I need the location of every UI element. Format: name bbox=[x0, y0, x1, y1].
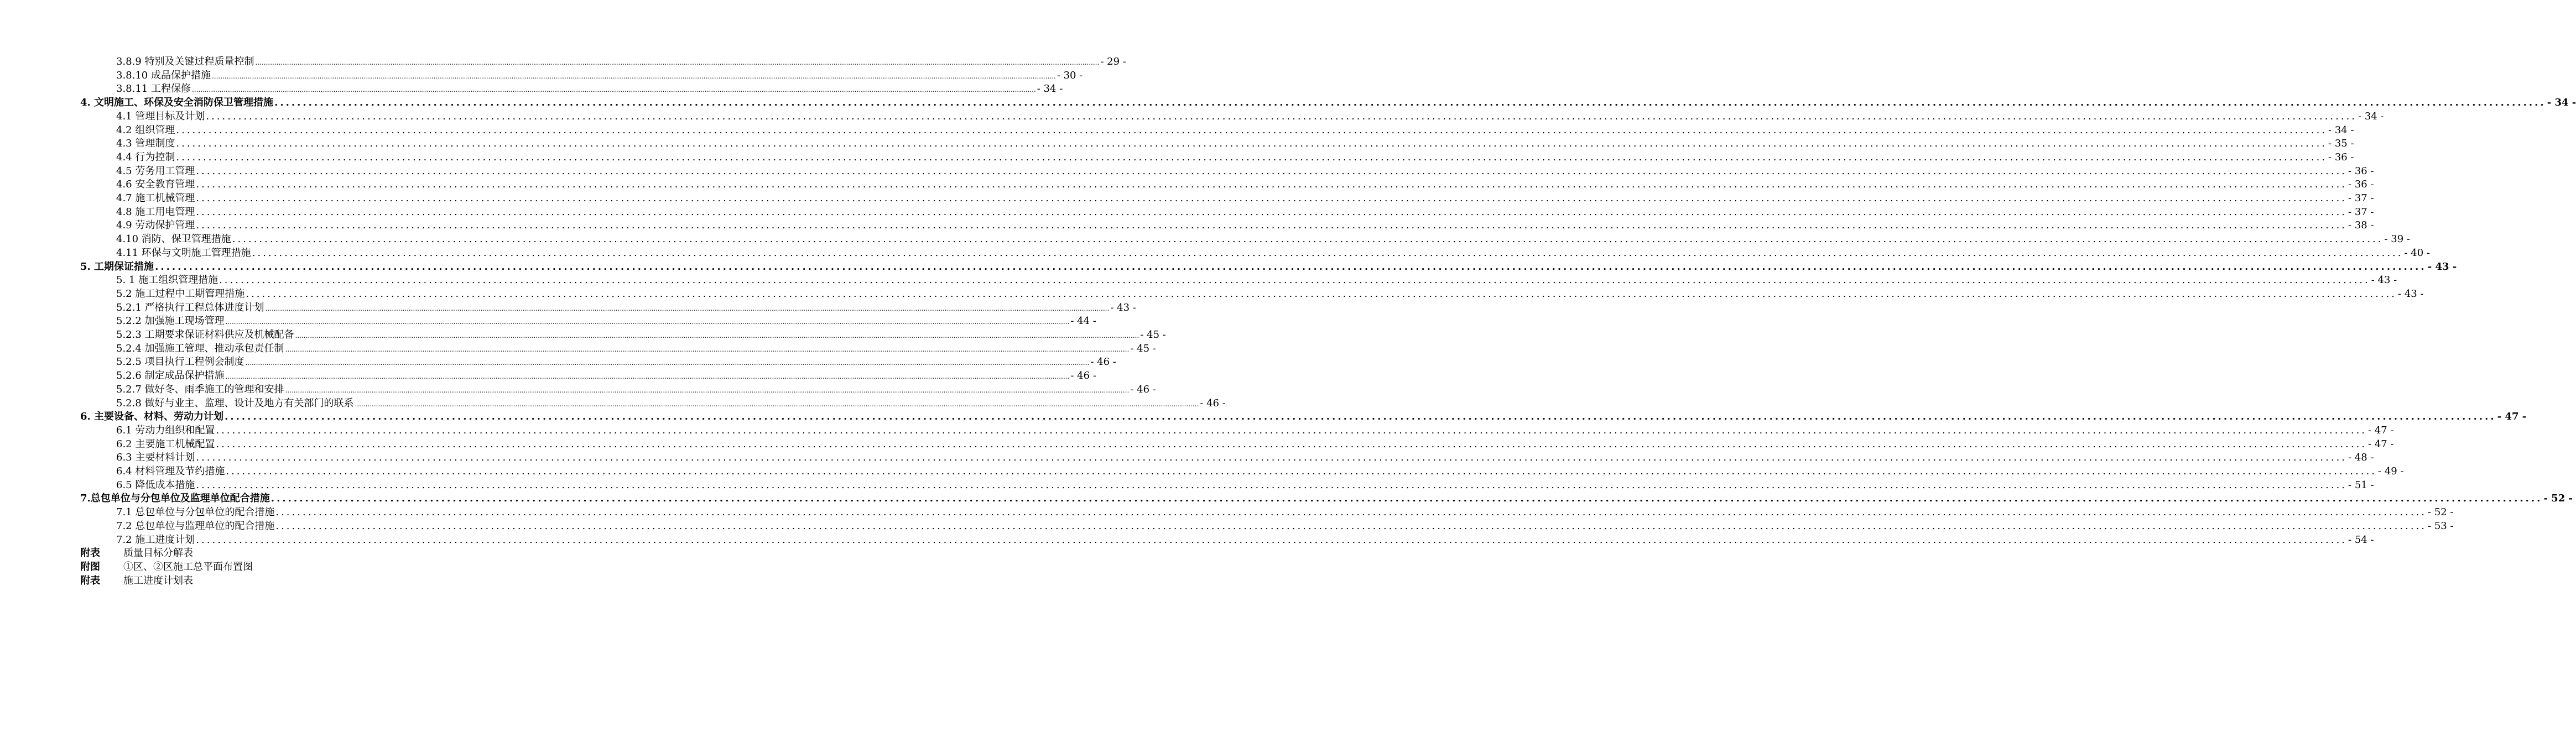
toc-entry-page: - 52 - bbox=[2428, 506, 2454, 519]
dot-leader: ................................................................................................................................................................................................................................................................................................................................................................................................................ bbox=[191, 86, 1036, 94]
appendix-label: 附图 bbox=[80, 561, 100, 573]
toc-entry-title: 4.1 管理目标及计划 bbox=[116, 110, 205, 122]
dot-leader: ................................................................................................................................................................................................................................................................................................................................................................................................................ bbox=[265, 304, 1110, 312]
toc-entry[interactable] bbox=[116, 151, 2354, 164]
dot-leader: ................................................................................................................................................................................................................................................................................................................................................................................................................ bbox=[226, 465, 2377, 477]
toc-entry[interactable] bbox=[116, 274, 2397, 287]
toc-entry[interactable] bbox=[116, 355, 1116, 369]
toc-entry[interactable] bbox=[116, 438, 2394, 451]
dot-leader: ................................................................................................................................................................................................................................................................................................................................................................................................................ bbox=[196, 192, 2348, 204]
toc-entry-page: - 43 - bbox=[2427, 260, 2457, 273]
dot-leader: ................................................................................................................................................................................................................................................................................................................................................................................................................ bbox=[274, 97, 2546, 109]
appendix-title: 质量目标分解表 bbox=[123, 547, 193, 559]
toc-entry-page: - 35 - bbox=[2328, 138, 2354, 150]
dot-leader: ................................................................................................................................................................................................................................................................................................................................................................................................................ bbox=[196, 179, 2348, 191]
toc-entry[interactable] bbox=[116, 55, 1126, 69]
dot-leader: ................................................................................................................................................................................................................................................................................................................................................................................................................ bbox=[255, 59, 1100, 66]
toc-entry-page: - 48 - bbox=[2348, 452, 2374, 464]
toc-entry-page: - 45 - bbox=[1130, 342, 1156, 354]
toc-entry[interactable] bbox=[116, 369, 1096, 383]
toc-entry[interactable] bbox=[116, 247, 2430, 260]
toc-entry-title: 5.2.5 项目执行工程例会制度 bbox=[116, 356, 244, 368]
dot-leader: ................................................................................................................................................................................................................................................................................................................................................................................................................ bbox=[206, 110, 2358, 122]
toc-entry-page: - 44 - bbox=[1070, 315, 1096, 327]
toc-entry-title: 4.3 管理制度 bbox=[116, 138, 175, 150]
dot-leader: ................................................................................................................................................................................................................................................................................................................................................................................................................ bbox=[155, 260, 2427, 273]
toc-entry-title: 4.10 消防、保卫管理措施 bbox=[116, 233, 231, 245]
appendix-entry[interactable] bbox=[80, 561, 253, 574]
toc-entry-page: - 46 - bbox=[1200, 397, 1226, 409]
toc-entry-title: 6.5 降低成本措施 bbox=[116, 479, 195, 491]
toc-entry-page: - 34 - bbox=[2328, 124, 2354, 136]
dot-leader: ................................................................................................................................................................................................................................................................................................................................................................................................................ bbox=[196, 219, 2348, 232]
toc-entry-title: 5.2.7 做好冬、雨季施工的管理和安排 bbox=[116, 383, 284, 395]
dot-leader: ................................................................................................................................................................................................................................................................................................................................................................................................................ bbox=[219, 274, 2370, 286]
toc-entry[interactable] bbox=[116, 451, 2374, 464]
dot-leader: ................................................................................................................................................................................................................................................................................................................................................................................................................ bbox=[355, 400, 1199, 408]
toc-entry-page: - 36 - bbox=[2328, 151, 2354, 163]
appendix-title: 施工进度计划表 bbox=[123, 574, 193, 587]
toc-entry-title: 7.总包单位与分包单位及监理单位配合措施 bbox=[80, 493, 270, 505]
toc-entry-title: 5.2.1 严格执行工程总体进度计划 bbox=[116, 301, 264, 313]
toc-entry[interactable] bbox=[116, 206, 2374, 219]
toc-entry[interactable] bbox=[116, 137, 2354, 150]
toc-entry-title: 5. 1 施工组织管理措施 bbox=[116, 274, 218, 286]
toc-entry[interactable] bbox=[116, 328, 1166, 342]
toc-entry-page: - 34 - bbox=[2358, 110, 2384, 122]
dot-leader: ................................................................................................................................................................................................................................................................................................................................................................................................................ bbox=[245, 359, 1090, 367]
toc-entry-title: 5.2.2 加强施工现场管理 bbox=[116, 315, 225, 327]
toc-entry-title: 6.2 主要施工机械配置 bbox=[116, 438, 215, 450]
dot-leader: ................................................................................................................................................................................................................................................................................................................................................................................................................ bbox=[225, 318, 1070, 326]
toc-entry-page: - 43 - bbox=[1110, 301, 1136, 313]
toc-entry-title: 3.8.11 工程保修 bbox=[116, 83, 191, 95]
toc-entry-page: - 53 - bbox=[2428, 520, 2454, 532]
dot-leader: ................................................................................................................................................................................................................................................................................................................................................................................................................ bbox=[176, 151, 2328, 163]
dot-leader: ................................................................................................................................................................................................................................................................................................................................................................................................................ bbox=[196, 533, 2348, 546]
toc-entry[interactable] bbox=[116, 301, 1136, 315]
dot-leader: ................................................................................................................................................................................................................................................................................................................................................................................................................ bbox=[275, 520, 2427, 532]
dot-leader: ................................................................................................................................................................................................................................................................................................................................................................................................................ bbox=[295, 332, 1139, 339]
toc-entry-page: - 47 - bbox=[2368, 438, 2394, 450]
toc-entry[interactable] bbox=[116, 165, 2374, 178]
dot-leader: ................................................................................................................................................................................................................................................................................................................................................................................................................ bbox=[196, 479, 2348, 491]
dot-leader: ................................................................................................................................................................................................................................................................................................................................................................................................................ bbox=[246, 287, 2397, 300]
toc-entry[interactable] bbox=[116, 383, 1156, 396]
toc-entry-page: - 30 - bbox=[1057, 69, 1083, 81]
toc-entry[interactable] bbox=[116, 178, 2374, 191]
toc-entry-title: 4.11 环保与文明施工管理措施 bbox=[116, 247, 251, 259]
toc-entry-title: 4.7 施工机械管理 bbox=[116, 192, 195, 204]
toc-entry[interactable] bbox=[116, 315, 1096, 328]
toc-entry[interactable] bbox=[116, 192, 2374, 205]
dot-leader: ................................................................................................................................................................................................................................................................................................................................................................................................................ bbox=[270, 493, 2543, 505]
toc-entry[interactable] bbox=[116, 287, 2424, 301]
toc-entry-page: - 38 - bbox=[2348, 219, 2374, 232]
toc-entry-title: 6.3 主要材料计划 bbox=[116, 452, 195, 464]
toc-entry-page: - 36 - bbox=[2348, 165, 2374, 177]
toc-entry-title: 6. 主要设备、材料、劳动力计划 bbox=[80, 411, 224, 423]
toc-entry[interactable] bbox=[116, 520, 2454, 533]
toc-entry-page: - 46 - bbox=[1090, 356, 1116, 368]
toc-entry-title: 5.2.6 制定成品保护措施 bbox=[116, 370, 225, 382]
toc-entry-title: 4.8 施工用电管理 bbox=[116, 206, 195, 218]
toc-entry-title: 4. 文明施工、环保及安全消防保卫管理措施 bbox=[80, 97, 274, 109]
toc-entry-title: 4.9 劳动保护管理 bbox=[116, 219, 195, 232]
toc-entry[interactable] bbox=[116, 82, 1063, 96]
dot-leader: ................................................................................................................................................................................................................................................................................................................................................................................................................ bbox=[225, 411, 2496, 423]
toc-entry-title: 3.8.10 成品保护措施 bbox=[116, 69, 211, 81]
toc-entry-page: - 29 - bbox=[1100, 56, 1126, 67]
toc-entry-page: - 52 - bbox=[2543, 493, 2573, 505]
toc-entry[interactable] bbox=[80, 410, 2527, 423]
toc-entry-title: 4.5 劳务用工管理 bbox=[116, 165, 195, 177]
toc-entry-title: 5.2.4 加强施工管理、推动承包责任制 bbox=[116, 342, 284, 354]
appendix-entry[interactable] bbox=[80, 574, 193, 588]
toc-entry[interactable] bbox=[116, 124, 2354, 137]
toc-entry[interactable] bbox=[80, 260, 2457, 274]
toc-entry[interactable] bbox=[116, 533, 2374, 547]
toc-entry-page: - 47 - bbox=[2497, 411, 2527, 423]
toc-entry-page: - 54 - bbox=[2348, 533, 2374, 546]
appendix-entry[interactable] bbox=[80, 547, 193, 560]
toc-entry[interactable] bbox=[116, 342, 1156, 355]
dot-leader: ................................................................................................................................................................................................................................................................................................................................................................................................................ bbox=[176, 124, 2328, 136]
toc-entry-page: - 43 - bbox=[2398, 287, 2424, 300]
toc-entry-page: - 39 - bbox=[2384, 233, 2410, 245]
toc-entry-page: - 37 - bbox=[2348, 206, 2374, 218]
appendix-label: 附表 bbox=[80, 547, 100, 559]
toc-entry-page: - 49 - bbox=[2378, 465, 2404, 477]
toc-entry-page: - 37 - bbox=[2348, 192, 2374, 204]
toc-entry-title: 5. 工期保证措施 bbox=[80, 260, 154, 273]
dot-leader: ................................................................................................................................................................................................................................................................................................................................................................................................................ bbox=[216, 438, 2367, 450]
dot-leader: ................................................................................................................................................................................................................................................................................................................................................................................................................ bbox=[216, 424, 2367, 436]
toc-entry[interactable] bbox=[116, 110, 2384, 123]
dot-leader: ................................................................................................................................................................................................................................................................................................................................................................................................................ bbox=[252, 247, 2403, 259]
toc-entry-page: - 40 - bbox=[2404, 247, 2430, 259]
dot-leader: ................................................................................................................................................................................................................................................................................................................................................................................................................ bbox=[285, 345, 1130, 353]
toc-entry-title: 5.2.3 工期要求保证材料供应及机械配备 bbox=[116, 329, 294, 341]
dot-leader: ................................................................................................................................................................................................................................................................................................................................................................................................................ bbox=[225, 373, 1070, 381]
toc-entry-title: 7.2 施工进度计划 bbox=[116, 533, 195, 546]
dot-leader: ................................................................................................................................................................................................................................................................................................................................................................................................................ bbox=[176, 138, 2328, 150]
toc-entry[interactable] bbox=[116, 69, 1083, 82]
toc-entry-page: - 46 - bbox=[1130, 383, 1156, 395]
toc-entry-title: 5.2.8 做好与业主、监理、设计及地方有关部门的联系 bbox=[116, 397, 354, 409]
toc-entry-page: - 34 - bbox=[1037, 83, 1063, 95]
toc-entry-page: - 36 - bbox=[2348, 179, 2374, 191]
toc-entry[interactable] bbox=[80, 492, 2573, 505]
dot-leader: ................................................................................................................................................................................................................................................................................................................................................................................................................ bbox=[211, 72, 1056, 80]
toc-entry-page: - 43 - bbox=[2371, 274, 2397, 286]
dot-leader: ................................................................................................................................................................................................................................................................................................................................................................................................................ bbox=[196, 452, 2348, 464]
toc-entry[interactable] bbox=[116, 479, 2374, 492]
toc-entry-page: - 46 - bbox=[1070, 370, 1096, 382]
toc-entry-title: 7.1 总包单位与分包单位的配合措施 bbox=[116, 506, 275, 519]
toc-entry-title: 4.2 组织管理 bbox=[116, 124, 175, 136]
toc-entry[interactable] bbox=[80, 96, 2576, 109]
appendix-title: ①区、②区施工总平面布置图 bbox=[123, 561, 253, 573]
toc-entry[interactable] bbox=[116, 233, 2410, 246]
toc-entry-page: - 51 - bbox=[2348, 479, 2374, 491]
dot-leader: ................................................................................................................................................................................................................................................................................................................................................................................................................ bbox=[196, 165, 2348, 177]
toc-entry-title: 3.8.9 特别及关键过程质量控制 bbox=[116, 56, 254, 67]
toc-entry[interactable] bbox=[116, 397, 1226, 410]
appendix-label: 附表 bbox=[80, 574, 100, 587]
toc-entry-page: - 34 - bbox=[2547, 97, 2576, 109]
toc-entry-page: - 47 - bbox=[2368, 424, 2394, 436]
toc-entry-page: - 45 - bbox=[1140, 329, 1166, 341]
dot-leader: ................................................................................................................................................................................................................................................................................................................................................................................................................ bbox=[232, 233, 2384, 245]
toc-entry[interactable] bbox=[116, 506, 2454, 519]
toc-entry[interactable] bbox=[116, 424, 2394, 437]
toc-entry-title: 6.4 材料管理及节约措施 bbox=[116, 465, 225, 477]
toc-entry-title: 6.1 劳动力组织和配置 bbox=[116, 424, 215, 436]
toc-entry[interactable] bbox=[116, 219, 2374, 232]
dot-leader: ................................................................................................................................................................................................................................................................................................................................................................................................................ bbox=[285, 386, 1130, 394]
dot-leader: ................................................................................................................................................................................................................................................................................................................................................................................................................ bbox=[196, 206, 2348, 218]
toc-entry-title: 4.4 行为控制 bbox=[116, 151, 175, 163]
toc-entry-title: 7.2 总包单位与监理单位的配合措施 bbox=[116, 520, 275, 532]
dot-leader: ................................................................................................................................................................................................................................................................................................................................................................................................................ bbox=[275, 506, 2427, 519]
toc-entry-title: 5.2 施工过程中工期管理措施 bbox=[116, 287, 245, 300]
toc-entry-title: 4.6 安全教育管理 bbox=[116, 179, 195, 191]
toc-entry[interactable] bbox=[116, 465, 2404, 478]
